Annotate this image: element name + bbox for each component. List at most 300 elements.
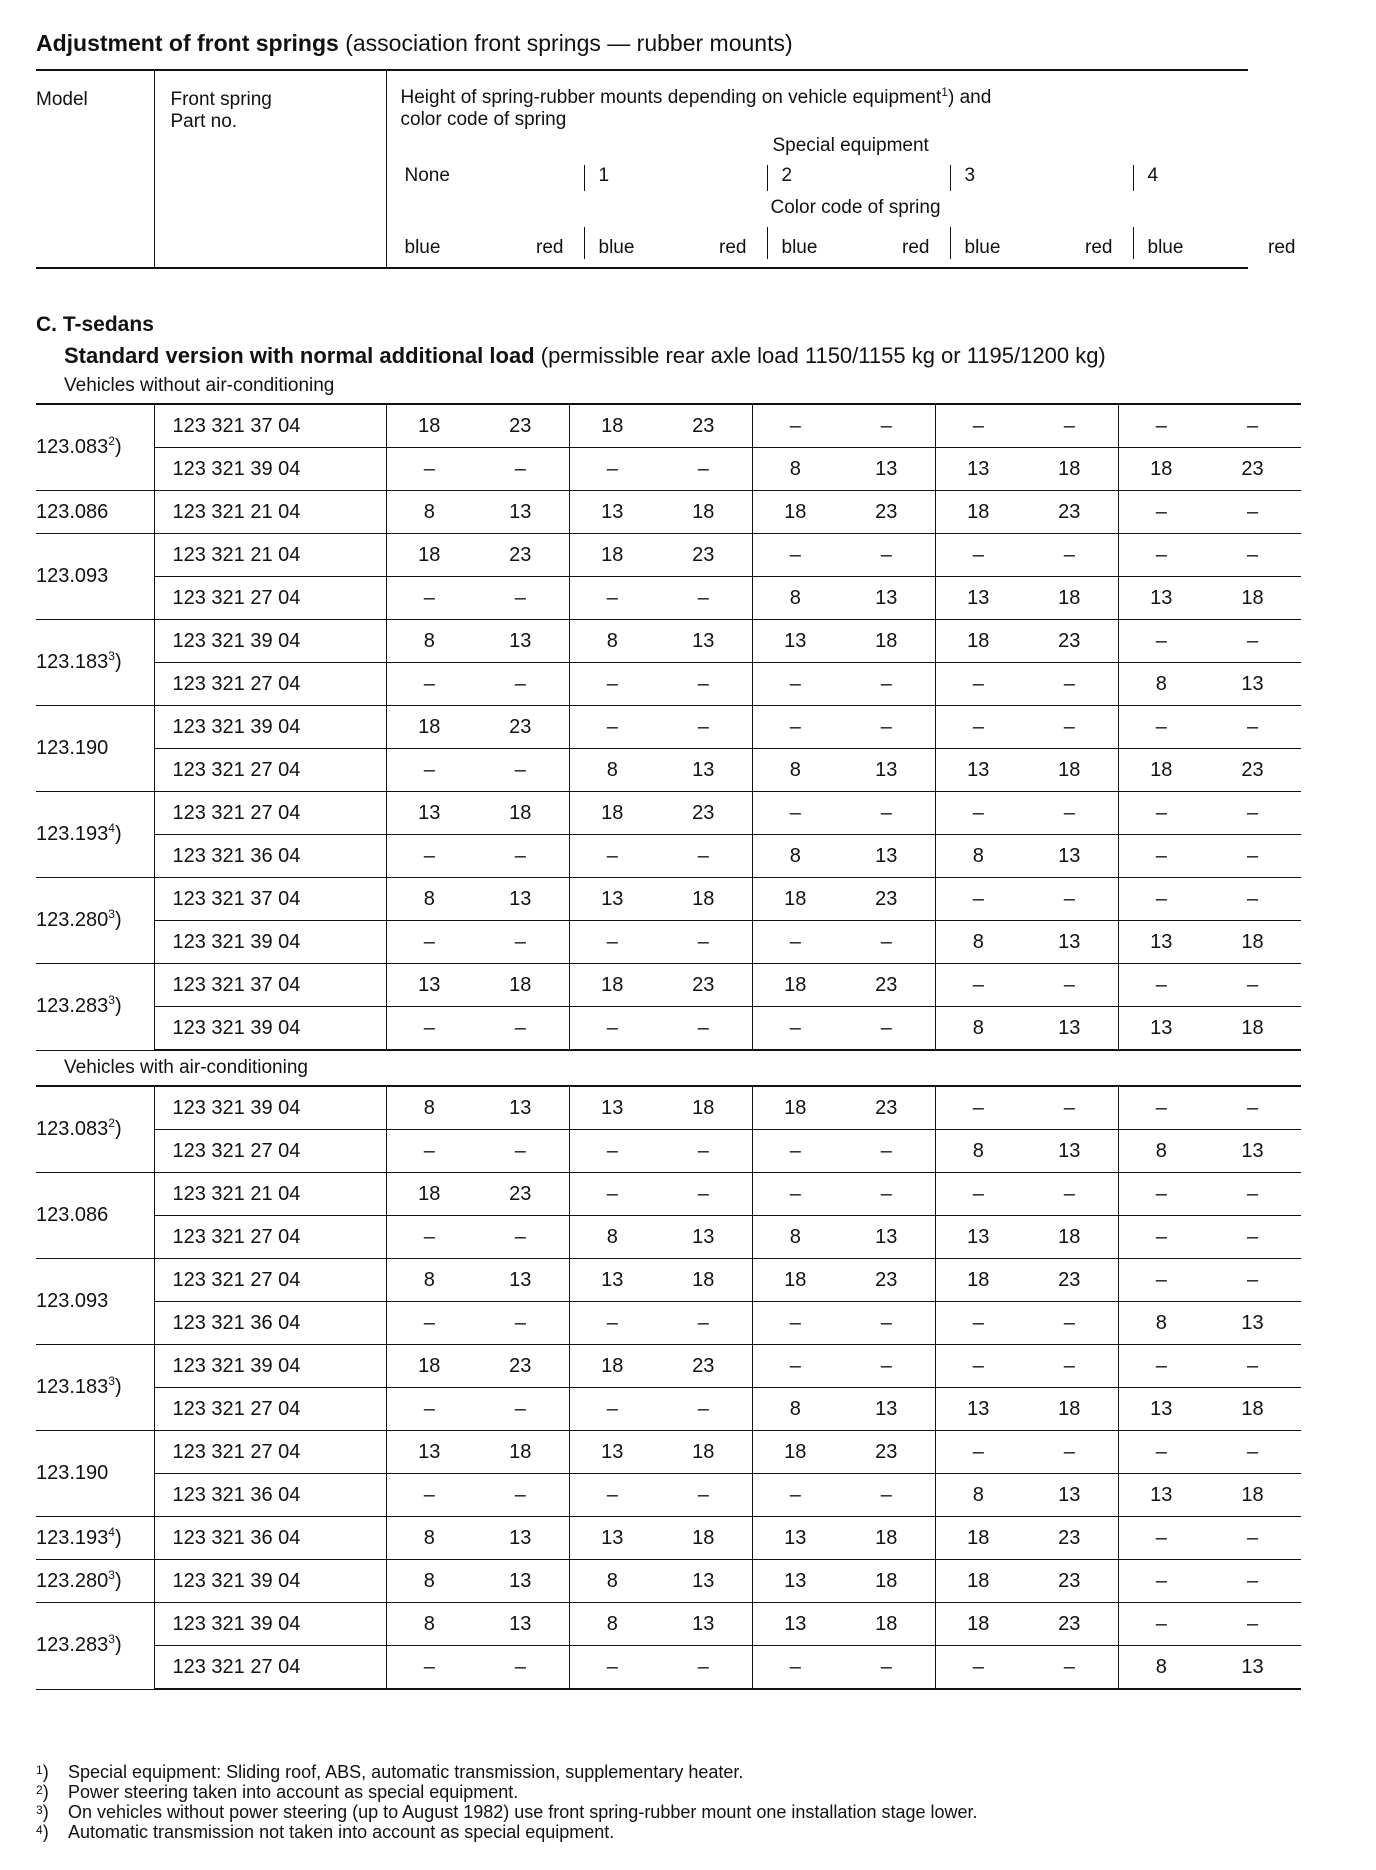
height-value: 18 (569, 1345, 655, 1388)
height-value: 18 (472, 1431, 569, 1474)
height-value: 18 (935, 1259, 1021, 1302)
height-value: 8 (569, 1216, 655, 1259)
height-value: 18 (935, 620, 1021, 663)
color-pair (584, 227, 767, 259)
height-value: 23 (1204, 749, 1301, 792)
height-value: – (1204, 706, 1301, 749)
height-value: – (1118, 1086, 1204, 1130)
model-number: 123.093 (36, 1290, 109, 1312)
header-front-spring (154, 70, 386, 268)
height-value: – (386, 663, 472, 706)
height-value: – (1118, 1259, 1204, 1302)
height-value: 13 (569, 1517, 655, 1560)
height-value: 8 (935, 921, 1021, 964)
height-value: – (569, 706, 655, 749)
table-row (36, 1388, 1301, 1431)
height-value: – (1021, 1086, 1118, 1130)
height-value: 13 (1118, 1388, 1204, 1431)
height-value: – (838, 404, 935, 448)
footnote-ref: 2 (108, 434, 115, 448)
height-value: – (935, 1345, 1021, 1388)
height-value: – (752, 1302, 838, 1345)
height-value: 13 (935, 1388, 1021, 1431)
part-number: 123 321 27 04 (154, 1216, 386, 1259)
height-value: – (752, 1007, 838, 1051)
height-value: 13 (655, 620, 752, 663)
height-value: – (752, 792, 838, 835)
height-value: 13 (569, 491, 655, 534)
footnote (36, 1802, 978, 1822)
height-value: – (838, 921, 935, 964)
part-number: 123 321 39 04 (154, 448, 386, 491)
equipment-levels (401, 159, 1249, 191)
height-value: 13 (838, 835, 935, 878)
table-row (36, 706, 1301, 749)
height-value: 23 (472, 534, 569, 577)
subsection-normal: (permissible rear axle load 1150/1155 kg or 1195/1200 kg) (540, 343, 1106, 368)
height-value: 13 (386, 1431, 472, 1474)
level-3: 3 (950, 165, 1133, 191)
height-value: – (935, 1646, 1021, 1690)
height-value: 13 (1021, 921, 1118, 964)
part-number: 123 321 21 04 (154, 1173, 386, 1216)
model-cell (36, 706, 154, 792)
height-value: 13 (935, 577, 1021, 620)
title-normal: (association front springs — rubber mounts) (345, 30, 793, 56)
height-value: 13 (472, 1517, 569, 1560)
table-row (36, 1646, 1301, 1690)
model-header-label: Model (36, 89, 88, 110)
height-value: – (935, 706, 1021, 749)
height-value: – (386, 1646, 472, 1690)
part-no-label: Part no. (170, 111, 238, 132)
height-value: 13 (569, 878, 655, 921)
height-value: 8 (1118, 1130, 1204, 1173)
height-value: – (655, 1388, 752, 1431)
table-row (36, 1007, 1301, 1051)
height-value: – (655, 921, 752, 964)
height-value: – (1204, 1345, 1301, 1388)
height-value: 18 (1204, 1007, 1301, 1051)
table-row (36, 448, 1301, 491)
height-value: 23 (1021, 1560, 1118, 1603)
model-number: 123.190 (36, 1462, 109, 1484)
height-value: – (838, 1474, 935, 1517)
height-value: 13 (655, 1216, 752, 1259)
page-title (36, 30, 1248, 57)
height-value: – (1021, 404, 1118, 448)
height-value: 23 (838, 1259, 935, 1302)
part-number: 123 321 21 04 (154, 534, 386, 577)
height-value: – (752, 921, 838, 964)
height-value: 18 (655, 1086, 752, 1130)
height-line-1 (401, 87, 1249, 109)
footnote-ref: 3 (108, 1632, 115, 1647)
height-value: 23 (655, 404, 752, 448)
height-value: 13 (752, 620, 838, 663)
height-value: 18 (838, 1603, 935, 1646)
height-value: 13 (935, 1216, 1021, 1259)
height-value: 23 (1021, 1603, 1118, 1646)
footnote-marker: $^3$) (36, 1802, 49, 1822)
height-value: – (1204, 1603, 1301, 1646)
height-value: 18 (386, 706, 472, 749)
table-row (36, 1603, 1301, 1646)
red-label: red (536, 237, 564, 258)
height-value: 18 (655, 491, 752, 534)
height-value: 23 (655, 1345, 752, 1388)
height-value: – (1204, 1517, 1301, 1560)
model-cell (36, 491, 154, 534)
height-value: – (386, 749, 472, 792)
height-value: 18 (569, 534, 655, 577)
height-value: 18 (1021, 1216, 1118, 1259)
table-row (36, 878, 1301, 921)
document-page (36, 30, 1296, 1690)
height-value: 23 (655, 534, 752, 577)
model-number: 123.280 (36, 1569, 109, 1592)
height-value: – (1118, 964, 1204, 1007)
part-number: 123 321 36 04 (154, 835, 386, 878)
height-value: 13 (752, 1603, 838, 1646)
height-value: 13 (655, 1603, 752, 1646)
footnote-number: 1 (36, 1763, 43, 1777)
height-value: – (1204, 1173, 1301, 1216)
height-value: 13 (1021, 1007, 1118, 1051)
height-value: 18 (386, 404, 472, 448)
height-value: – (1204, 620, 1301, 663)
height-value: – (386, 1216, 472, 1259)
height-value: – (569, 1388, 655, 1431)
model-number: 123.190 (36, 737, 109, 759)
height-value: 18 (655, 1431, 752, 1474)
height-value: 18 (472, 792, 569, 835)
height-value: – (752, 404, 838, 448)
height-value: – (1118, 1345, 1204, 1388)
footnotes (36, 1762, 978, 1842)
model-number: 123.083 (36, 1118, 109, 1140)
model-number: 123.283 (36, 995, 109, 1018)
height-value: 8 (752, 1216, 838, 1259)
height-value: – (935, 878, 1021, 921)
height-value: 18 (752, 491, 838, 534)
red-label: red (1268, 237, 1296, 258)
height-value: – (1118, 1603, 1204, 1646)
height-value: 23 (472, 404, 569, 448)
height-value: – (935, 1431, 1021, 1474)
footnote-ref: 4 (108, 1524, 115, 1539)
height-value: – (752, 706, 838, 749)
height-value: 13 (472, 1603, 569, 1646)
height-value: 23 (472, 1173, 569, 1216)
height-value: 18 (655, 1517, 752, 1560)
height-value: 8 (752, 835, 838, 878)
part-number: 123 321 37 04 (154, 964, 386, 1007)
blue-label: blue (404, 237, 441, 258)
height-value: 18 (935, 1517, 1021, 1560)
model-cell (36, 404, 154, 491)
model-number: 123.283 (36, 1634, 109, 1657)
height-value: – (472, 921, 569, 964)
part-number: 123 321 39 04 (154, 1007, 386, 1051)
height-value: – (1118, 491, 1204, 534)
height-value: 8 (752, 749, 838, 792)
footnote-marker: $^2$) (36, 1782, 49, 1802)
height-value: – (1021, 663, 1118, 706)
height-value: – (569, 1646, 655, 1690)
model-number: 123.280 (36, 909, 109, 931)
height-value: – (386, 1302, 472, 1345)
footnote-ref: 4 (108, 821, 115, 835)
table-row (36, 404, 1301, 448)
height-value: 8 (752, 577, 838, 620)
height-value: – (655, 577, 752, 620)
footnote-paren: ) (114, 1569, 122, 1592)
footnote-paren: ) (114, 1634, 122, 1657)
color-pair (767, 227, 950, 259)
height-value: – (569, 1474, 655, 1517)
height-value: 8 (386, 491, 472, 534)
height-value: – (1118, 878, 1204, 921)
height-value: 13 (1204, 1302, 1301, 1345)
height-value: 13 (752, 1560, 838, 1603)
height-value: – (472, 749, 569, 792)
height-value: – (472, 663, 569, 706)
footnote-marker: $^1$) (36, 1762, 49, 1782)
height-value: – (569, 1007, 655, 1051)
height-value: 8 (386, 878, 472, 921)
part-number: 123 321 36 04 (154, 1517, 386, 1560)
height-value: 23 (838, 1086, 935, 1130)
color-code-label: Color code of spring (770, 197, 941, 218)
footnote-paren: ) (114, 651, 122, 673)
part-number: 123 321 39 04 (154, 620, 386, 663)
level-1: 1 (584, 165, 767, 191)
table-row (36, 1517, 1301, 1560)
height-value: 18 (386, 534, 472, 577)
model-number: 123.086 (36, 1204, 109, 1226)
table-row (36, 1173, 1301, 1216)
height-label-2: ) and (947, 87, 992, 108)
model-cell (36, 1603, 154, 1690)
height-value: 18 (655, 878, 752, 921)
height-value: – (655, 706, 752, 749)
model-cell (36, 1345, 154, 1431)
height-value: – (752, 1646, 838, 1690)
height-line-2: color code of spring (400, 109, 567, 130)
height-value: 13 (935, 448, 1021, 491)
part-number: 123 321 27 04 (154, 1388, 386, 1431)
group-label: Vehicles with air-conditioning (64, 1057, 308, 1078)
height-value: 18 (386, 1345, 472, 1388)
footnote-ref: 3 (108, 1567, 115, 1582)
header-table (36, 69, 1296, 269)
red-label: red (902, 237, 930, 258)
table-row (36, 1345, 1301, 1388)
height-value: – (1118, 1173, 1204, 1216)
height-value: – (386, 1130, 472, 1173)
table-row (36, 1130, 1301, 1173)
height-value: – (838, 1173, 935, 1216)
height-value: – (752, 1474, 838, 1517)
height-value: – (838, 1345, 935, 1388)
table-row (36, 1216, 1301, 1259)
model-cell (36, 878, 154, 964)
height-value: 8 (935, 1007, 1021, 1051)
height-value: 23 (655, 792, 752, 835)
table-row (36, 964, 1301, 1007)
footnote-ref: 3 (108, 1374, 115, 1388)
height-value: – (752, 1173, 838, 1216)
part-number: 123 321 37 04 (154, 878, 386, 921)
height-value: – (569, 448, 655, 491)
model-number: 123.183 (36, 1376, 109, 1398)
table-row (36, 921, 1301, 964)
height-value: 23 (838, 964, 935, 1007)
height-value: 13 (935, 749, 1021, 792)
height-value: – (752, 534, 838, 577)
height-value: – (569, 1302, 655, 1345)
spring-table (36, 1085, 1301, 1690)
height-value: – (472, 1130, 569, 1173)
color-pair (401, 227, 584, 267)
height-value: – (1021, 792, 1118, 835)
data-groups (36, 375, 1264, 1690)
height-value: 8 (1118, 1646, 1204, 1690)
height-value: – (1021, 1302, 1118, 1345)
height-value: – (1118, 706, 1204, 749)
height-value: 18 (935, 1603, 1021, 1646)
part-number: 123 321 36 04 (154, 1302, 386, 1345)
height-value: – (386, 1007, 472, 1051)
height-value: – (1204, 1431, 1301, 1474)
height-value: – (1204, 404, 1301, 448)
model-cell (36, 1259, 154, 1345)
height-value: 13 (386, 964, 472, 1007)
height-value: – (472, 577, 569, 620)
part-number: 123 321 36 04 (154, 1474, 386, 1517)
height-value: – (655, 663, 752, 706)
height-value: 13 (569, 1431, 655, 1474)
height-value: – (472, 1388, 569, 1431)
table-row (36, 577, 1301, 620)
height-value: 13 (838, 749, 935, 792)
height-value: 18 (838, 1560, 935, 1603)
height-value: 13 (1118, 577, 1204, 620)
height-label-1: Height of spring-rubber mounts depending on vehicle equipment (400, 87, 942, 108)
part-number: 123 321 39 04 (154, 1086, 386, 1130)
height-value: – (1021, 964, 1118, 1007)
model-cell (36, 620, 154, 706)
table-row (36, 1560, 1301, 1603)
height-value: 13 (655, 749, 752, 792)
model-cell (36, 1560, 154, 1603)
blue-label: blue (598, 237, 635, 258)
height-value: 8 (386, 620, 472, 663)
model-number: 123.193 (36, 1526, 109, 1549)
height-value: 13 (838, 1388, 935, 1431)
height-value: – (569, 577, 655, 620)
height-value: 13 (472, 1086, 569, 1130)
section-title: C. T-sedans (36, 313, 154, 336)
height-value: 13 (569, 1259, 655, 1302)
model-cell (36, 534, 154, 620)
height-value: 18 (1021, 1388, 1118, 1431)
height-value: – (655, 1173, 752, 1216)
footnote-number: 2 (36, 1783, 43, 1797)
red-label: red (719, 237, 747, 258)
blue-label: blue (781, 237, 818, 258)
height-value: 18 (752, 1086, 838, 1130)
height-value: 18 (569, 792, 655, 835)
footnote-ref: 3 (108, 907, 115, 921)
table-row (36, 663, 1301, 706)
height-value: – (655, 1007, 752, 1051)
height-value: 23 (1021, 620, 1118, 663)
height-value: – (1204, 1086, 1301, 1130)
table-row (36, 534, 1301, 577)
height-value: 8 (386, 1517, 472, 1560)
footnote-paren: ) (114, 995, 122, 1018)
model-cell (36, 1086, 154, 1173)
height-value: 23 (1204, 448, 1301, 491)
model-number: 123.086 (36, 500, 109, 523)
footnote-text: Special equipment: Sliding roof, ABS, automatic transmission, supplementary heater. (68, 1762, 744, 1782)
model-cell (36, 1431, 154, 1517)
footnote-ref: 3 (108, 649, 115, 663)
height-value: – (386, 448, 472, 491)
height-value: 18 (935, 1560, 1021, 1603)
header-height (386, 70, 1296, 268)
height-value: 13 (472, 1560, 569, 1603)
height-value: 8 (386, 1259, 472, 1302)
model-number: 123.183 (36, 651, 109, 673)
height-value: – (386, 1388, 472, 1431)
height-value: 18 (1204, 921, 1301, 964)
height-value: 13 (1204, 663, 1301, 706)
height-value: – (1204, 878, 1301, 921)
table-row (36, 1086, 1301, 1130)
part-number: 123 321 27 04 (154, 663, 386, 706)
height-value: 8 (386, 1560, 472, 1603)
height-value: 8 (1118, 663, 1204, 706)
height-value: 13 (472, 491, 569, 534)
height-value: 13 (1021, 1130, 1118, 1173)
footnote-paren: ) (114, 1118, 122, 1140)
height-value: – (472, 835, 569, 878)
footnote-text: Automatic transmission not taken into account as special equipment. (68, 1822, 615, 1842)
height-value: 18 (935, 491, 1021, 534)
part-number: 123 321 27 04 (154, 1646, 386, 1690)
height-value: – (1204, 792, 1301, 835)
height-value: 8 (569, 620, 655, 663)
height-value: – (1118, 620, 1204, 663)
height-value: 8 (386, 1086, 472, 1130)
height-value: – (838, 534, 935, 577)
height-value: – (838, 663, 935, 706)
height-value: – (1118, 1431, 1204, 1474)
front-spring-label: Front spring (170, 89, 272, 110)
height-value: – (935, 1086, 1021, 1130)
level-2: 2 (767, 165, 950, 191)
height-value: 18 (1021, 448, 1118, 491)
height-value: 23 (1021, 1259, 1118, 1302)
height-value: – (935, 1302, 1021, 1345)
height-value: 18 (569, 964, 655, 1007)
height-value: 8 (569, 1560, 655, 1603)
height-value: 18 (386, 1173, 472, 1216)
height-value: 8 (386, 1603, 472, 1646)
